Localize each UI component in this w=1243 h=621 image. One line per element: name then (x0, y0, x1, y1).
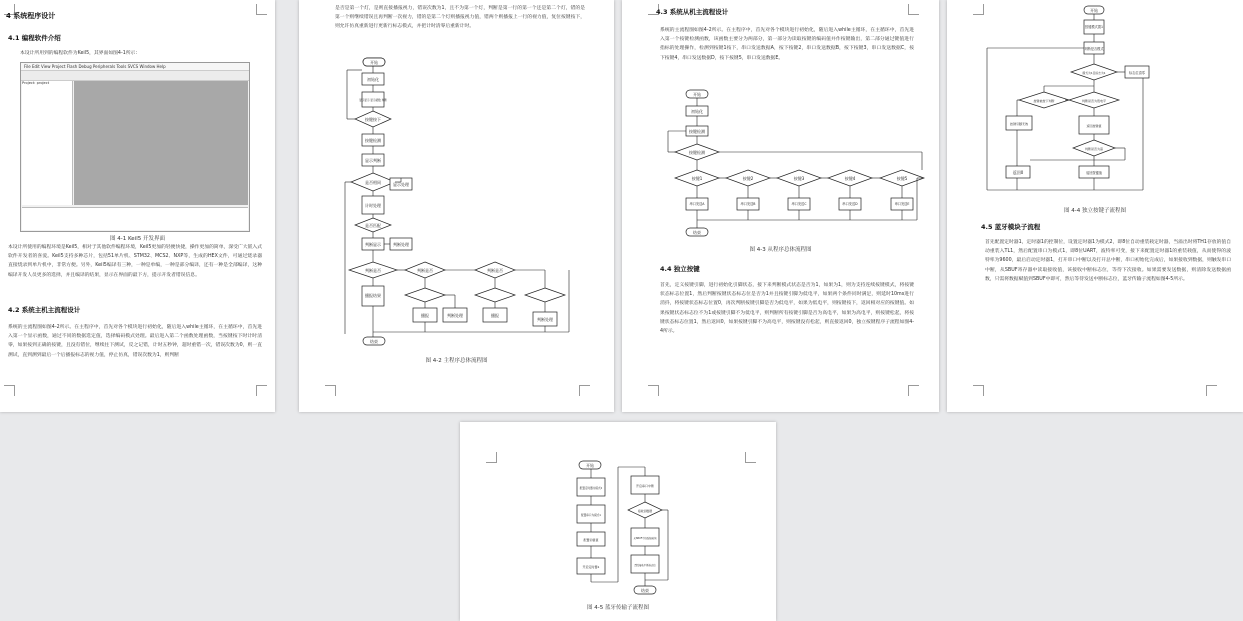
flow-node-label: 开启串口中断 (635, 484, 655, 488)
page-corner-mark (1206, 385, 1217, 396)
flow-node-label: 判断处理 (393, 242, 409, 247)
flow-node-label: 按键被按下判断 (1033, 99, 1055, 103)
slave-program-flowchart (622, 0, 939, 250)
flow-node-label: 判断显示 (365, 242, 381, 247)
subsection-heading: 4.3 系统从机主流程设计 (656, 8, 729, 16)
flow-node-label: 按键4 (844, 176, 856, 181)
bluetooth-subflow-flowchart (460, 422, 776, 621)
flow-node-label: 按键3 (793, 176, 805, 181)
flow-node-label: 判断是否 (365, 268, 381, 273)
document-page-4 (947, 0, 1243, 412)
flow-node-label: 结束 (641, 588, 649, 593)
flow-node-label: 开始 (693, 92, 701, 97)
flow-node-label: 初始化 (367, 77, 379, 82)
flow-node-label: 判断是否 (487, 268, 503, 273)
key-subflow-flowchart (947, 0, 1243, 215)
keil-build-output (22, 207, 248, 230)
flow-node-label: 串口发送B (740, 202, 756, 206)
flow-node-label: 配置串口为模式1 (581, 514, 601, 517)
flow-node-label: 配置初值值 (583, 538, 599, 542)
flow-node-label: 从SBUF中读取接收值 (633, 537, 657, 540)
flow-node-label: 返回按键值 (1086, 171, 1102, 175)
flow-node-label: 模式为1且标志为1 (1082, 71, 1106, 75)
body-paragraph: 首先，定义按键引脚，进行初始化引脚状态，接下来判断模式状态是否为1，如果为1，则为支持连续按键模式，将按键状态标志位置1，然后判断按键状态标志位是否为1并且按键引脚为低电平，如果两个条件同时满足，则延时10ms进行消抖，将按键状态标志位置0，再次判断按键引脚是否为低电平，如果为低电平，则按键按下，返回相对应的按键值。如果按键状态标志位不为1或按键引脚不为低电平，则判断所有按键引脚是否为高电平，如果为高电平，则按键松起，将按键状态标志位置1，然后返回0，如果按键引脚不为高电平，则按键没有松起，则直接返回0，独立按键程序子流程如图4-4所示。 (660, 283, 914, 335)
body-paragraph: 系统的主流程图如图4-2所示。在主程序中，首先对各个模块进行初始化，随后进入while主循环，在主循环中，首先进入第一个按键检测函数，该函数主要分为两部分，第一部分为读取按键的编码值并作按键输出，第二部分通过键值进行指标的处理操作，检测到按键1按下，串口发送数据A，按下按键2，串口发送数据B，按下按键3，串口发送数据C，按下按键4，串口发送数据D，按下按键5，串口发送数据E。 (660, 28, 914, 61)
page-corner-mark (256, 385, 267, 396)
flow-node-label: 计时处理 (365, 203, 381, 208)
flow-node-label: 按键模式置1 (1085, 25, 1103, 29)
main-program-flowchart (299, 0, 614, 360)
flow-node-label: 判断是否为低电平 (1081, 99, 1107, 103)
body-paragraph: 系统的主流程图如图4-2所示。在主程序中，首先对各个模块进行初始化，随后进入while主循环，在主循环中，首先进入第一个显示函数，通过不同的数据选定值，选择编码模式处理。最后进入第二个函数处理函数，当按键按下时计时清零，如果按到正确的按键，且没有错位，继续往下测试，反之记错，计时五秒钟，超时重错一次，错误次数为0，则一直测试，直到测到最后一个后播报标志的视力值，停止仿真，错误次数为1，则判断 (8, 325, 262, 358)
flow-node-label: 结束 (370, 339, 378, 344)
flow-node-label: 显示显示 显示函数 判断 (359, 99, 387, 102)
body-paragraph: 首先配置定时器1，定时器1的控制位，设置定时器1为模式2，即8位自动重装载定时器，当溢出时将TH1存放的值自动重装入TL1，然后配置串口为模式1，即8位UART，波特率可变，接下来配置定时器1的重装载值，从而使得的波特率为9600，最后启动定时器1，打开串口中断以及打开总中断，串口初始化完成后，如果接收到数据，则触发串口中断，从SBUF寄存器中读取接收值，该接收中断标志位，等待下次接收。如果需要发送数据，则清除发送数据函数，只需将数据赋值到SBUF中即可，然后等待发送中断标志位，蓝牙传输子流程如图4-5所示。 (985, 240, 1231, 282)
flow-node-label: 按键5 (896, 176, 908, 181)
flow-node-label: 接收到数据 (638, 509, 652, 513)
subsection-heading: 4.5 蓝牙模块子流程 (981, 223, 1041, 231)
flow-node-label: 按键检测 (689, 129, 705, 134)
keil-screenshot (20, 62, 250, 232)
keil-menubar: File Edit View Project Flash Debug Peripherals Tools SVCS Window Help (21, 63, 249, 71)
keil-project-panel (22, 81, 73, 205)
page-corner-mark (256, 4, 267, 15)
flow-node-label: 开始 (1090, 8, 1098, 13)
flow-node-label: 判断是否 (417, 268, 433, 273)
flow-node-label: 返回0 (1012, 170, 1024, 175)
figure-caption: 图 4-4 独立按键子流程图 (1064, 208, 1126, 214)
page-corner-mark (973, 385, 984, 396)
flow-node-label: 开启定时器1 (582, 565, 600, 569)
flow-node-label: 配置定时器为模式2 (579, 487, 603, 490)
flow-node-label: 播报 (421, 313, 429, 318)
flow-node-label: 是否相同 (365, 180, 381, 185)
flow-node-label: 串口发送C (791, 202, 807, 206)
flow-node-label: 判断是否模式 (1084, 47, 1104, 51)
body-paragraph: 是否是第一个灯，是则直接播报视力，错误次数为1，且不为第一个灯，判断是第一行的第一个还是第二个灯，错的是第一个则继续错误且再判断一次视力，错的是第二个灯则播报视力值，错两个则播报上一行的视力值，复位按键按下，则允许仿真重新进行更新行标志模式，并把计时清零后重新计时。 (335, 6, 585, 30)
figure-caption: 图 4-3 从程序总体流程图 (749, 247, 812, 253)
flow-node-label: 结束 (693, 230, 701, 235)
body-paragraph: 本设计所使用的编程环境是Keil5，相对于其他软件编程环境，Keil5更加的轻便快捷，操作更加的简单，深受广大嵌入式软件开发者的喜爱。Keil5支持多种芯片，包括51单片机、STM32、MCS2、NXP等，生成的HEX文件，可通过烧录器直接烧录到单片机中，非常方便。另外，Keil5编译有三种，一种是单编，一种是部分编译，还有一种是全部编译，这种编译开发人员更多的选择，并且编译的结果，显示在界面的最下方，提示开发者错误信息。 (8, 245, 262, 278)
flow-node-label: 按键检测 (689, 150, 705, 155)
document-page-5 (460, 422, 776, 621)
flow-node-label: 开始 (370, 60, 378, 65)
flow-node-label: 返回按键值 (1086, 124, 1102, 128)
flow-node-label: 显示判断 (365, 158, 381, 163)
flow-node-label: 串口发送E (894, 202, 910, 206)
subsection-heading: 4.2 系统主机主流程设计 (8, 306, 81, 314)
subsection-heading: 4.1 编程软件介绍 (8, 34, 61, 42)
section-heading: 4 系统程序设计 (6, 12, 56, 20)
body-paragraph: 本设计所用到的编程软件为Keil5，其界面如图4-1所示： (20, 51, 141, 56)
document-page-1 (0, 0, 275, 412)
flow-node-label: 串口发送A (689, 202, 705, 206)
flow-node-label: 开始 (586, 463, 594, 468)
flow-node-label: 播报 (491, 313, 499, 318)
page-corner-mark (325, 385, 336, 396)
flow-node-label: 按键引脚无效 (1009, 122, 1029, 126)
page-corner-mark (579, 385, 590, 396)
flow-node-label: 判断处理 (537, 317, 553, 322)
keil-editor-area (74, 81, 248, 205)
flow-node-label: 按键检测 (365, 138, 381, 143)
keil-toolbar (21, 71, 249, 81)
figure-caption: 图 4-5 蓝牙传输子流程图 (587, 605, 649, 611)
flow-node-label: 串口发送D (842, 202, 858, 206)
flow-node-label: 按键按下 (365, 117, 381, 122)
document-page-3 (622, 0, 939, 412)
flow-node-label: 判断处理 (447, 313, 463, 318)
figure-caption: 图 4-1 Keil5 开发界面 (109, 236, 165, 242)
flow-node-label: 播报结果 (365, 293, 381, 298)
flow-node-label: 显示处理 (393, 182, 409, 187)
figure-caption: 图 4-2 主程序总体流程图 (425, 358, 488, 364)
flow-node-label: 按键1 (691, 176, 703, 181)
subsection-heading: 4.4 独立按键 (660, 265, 700, 273)
flow-node-label: 初始化 (691, 109, 703, 114)
flow-node-label: 清除接收中断标志位 (634, 564, 656, 567)
page-corner-mark (908, 385, 919, 396)
flow-node-label: 判断是否为高 (1084, 147, 1104, 151)
page-corner-mark (648, 385, 659, 396)
flow-node-label: 按键2 (742, 176, 754, 181)
keil-project-label: Project: project (22, 81, 50, 85)
flow-node-label: 标志位清零 (1129, 71, 1145, 75)
page-corner-mark (4, 385, 15, 396)
flow-node-label: 是否匹配 (365, 223, 381, 228)
document-page-2 (299, 0, 614, 412)
